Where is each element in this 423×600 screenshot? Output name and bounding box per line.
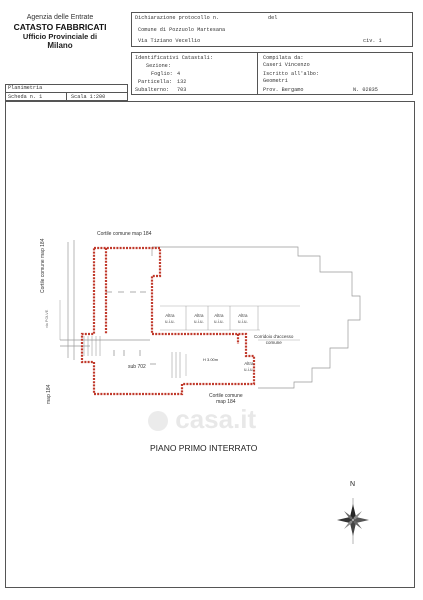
compiled-iscritto: Iscritto all'albo: bbox=[263, 71, 320, 77]
label-map184-left: map 184 bbox=[46, 384, 52, 404]
office-name: Ufficio Provinciale di bbox=[22, 32, 98, 41]
protocol-declaration: Dichiarazione protocollo n. bbox=[135, 15, 220, 21]
north-label: N bbox=[350, 481, 356, 488]
label-cortile-top: Cortile comune map 184 bbox=[97, 231, 152, 237]
identifiers-title: Identificativi Catastali: bbox=[135, 55, 213, 61]
subalterno-label: Subalterno: bbox=[135, 87, 170, 93]
floor-title: PIANO PRIMO INTERRATO bbox=[150, 443, 258, 453]
compass-icon bbox=[337, 498, 369, 544]
label-corridoio: Corridoio d'accesso comune bbox=[254, 334, 294, 345]
label-sub702: sub 702 bbox=[128, 364, 146, 370]
label-cortile-bottom: Cortile comune map 184 bbox=[209, 393, 243, 405]
subalterno-value: 703 bbox=[177, 87, 187, 93]
compiled-province: Prov. Bergamo bbox=[263, 87, 304, 93]
protocol-address: Via Tiziano Vecellio bbox=[138, 38, 201, 44]
label-cortile-left: Cortile comune map 184 bbox=[40, 238, 46, 293]
compiled-albo: Geometri bbox=[263, 78, 288, 84]
foglio-label: Foglio: bbox=[151, 71, 173, 77]
sezione-label: Sezione: bbox=[146, 63, 171, 69]
protocol-comune: Comune di Pozzuolo Martesana bbox=[138, 27, 226, 33]
agency-name: Agenzia delle Entrate bbox=[26, 14, 94, 21]
stairs-hatch bbox=[84, 336, 180, 378]
foglio-value: 4 bbox=[177, 71, 181, 77]
sheet-number: Scheda n. 1 bbox=[8, 94, 43, 100]
particella-value: 132 bbox=[177, 79, 187, 85]
label-altra-1: Altra u.i.u. bbox=[165, 313, 175, 324]
watermark: casa.it bbox=[148, 404, 256, 435]
compiled-title: Compilata da: bbox=[263, 55, 304, 61]
label-via: via POLVE bbox=[45, 309, 49, 328]
label-altra-4: Altra u.i.u. bbox=[238, 313, 248, 324]
label-altra-3: Altra u.i.u. bbox=[214, 313, 224, 324]
label-altra-5: Altra u.i.u. bbox=[244, 361, 254, 372]
compiled-name: Caseri Vincenzo bbox=[263, 62, 310, 68]
label-height: H 3.00m bbox=[203, 357, 219, 362]
watermark-logo-icon bbox=[148, 411, 168, 431]
label-altra-2: Altra u.i.u. bbox=[194, 313, 204, 324]
catasto-title: CATASTO FABBRICATI bbox=[13, 22, 107, 32]
protocol-civic: civ. 1 bbox=[363, 38, 382, 44]
particella-label: Particella: bbox=[138, 79, 173, 85]
protocol-date: del bbox=[268, 15, 278, 21]
interior-marks bbox=[106, 292, 156, 364]
sheet-scale: Scala 1:200 bbox=[71, 94, 106, 100]
compiled-number: N. 02835 bbox=[353, 87, 378, 93]
sheet-label: Planimetria bbox=[8, 85, 43, 91]
office-city: Milano bbox=[47, 41, 73, 50]
